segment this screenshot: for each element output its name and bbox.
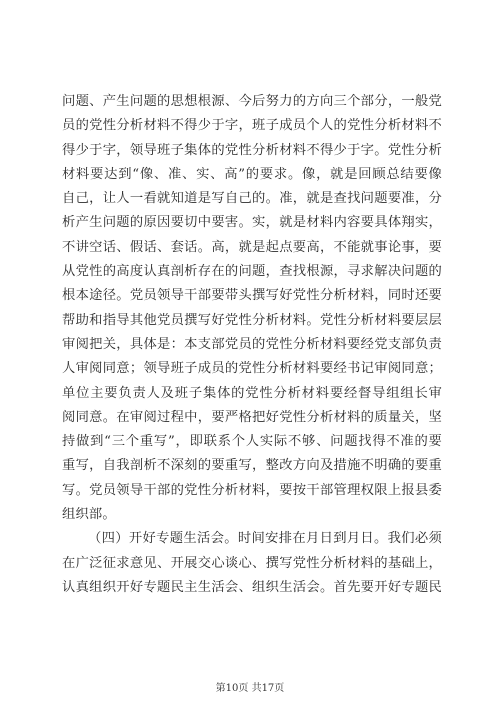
text-line: 组织部。 bbox=[62, 507, 116, 523]
text-line: 析产生问题的原因要切中要害。实，就是材料内容要具体翔实， bbox=[62, 215, 442, 231]
text-line: 认真组织开好专题民主生活会、组织生活会。首先要开好专题民 bbox=[62, 579, 442, 595]
text-line: 持做到“三个重写”，即联系个人实际不够、问题找得不准的要 bbox=[62, 434, 442, 450]
text-line: 重写，自我剖析不深刻的要重写，整改方向及措施不明确的要重 bbox=[62, 458, 442, 474]
text-line: 人审阅同意；领导班子成员的党性分析材料要经书记审阅同意； bbox=[62, 361, 442, 377]
text-line: 审阅把关，具体是：本支部党员的党性分析材料要经党支部负责 bbox=[62, 336, 442, 352]
body-text bbox=[62, 90, 442, 600]
text-line: 自己，让人一看就知道是写自己的。准，就是查找问题要准，分 bbox=[62, 191, 442, 207]
text-line: 从党性的高度认真剖析存在的问题，查找根源，寻求解决问题的 bbox=[62, 264, 442, 280]
text-line: 单位主要负责人及班子集体的党性分析材料要经督导组组长审 bbox=[62, 385, 442, 401]
text-line: 不讲空话、假话、套话。高，就是起点要高，不能就事论事，要 bbox=[62, 239, 442, 255]
text-line: 得少于字，领导班子集体的党性分析材料不得少于字。党性分析 bbox=[62, 142, 442, 158]
text-line: 问题、产生问题的思想根源、今后努力的方向三个部分，一般党 bbox=[62, 94, 442, 109]
text-line: 员的党性分析材料不得少于字，班子成员个人的党性分析材料不 bbox=[62, 118, 442, 134]
text-line: 材料要达到“像、准、实、高”的要求。像，就是回顾总结要像 bbox=[62, 166, 442, 182]
text-line: 在广泛征求意见、开展交心谈心、撰写党性分析材料的基础上， bbox=[62, 555, 442, 571]
text-line: 写。党员领导干部的党性分析材料，要按干部管理权限上报县委 bbox=[62, 482, 442, 498]
text-line: 帮助和指导其他党员撰写好党性分析材料。党性分析材料要层层 bbox=[62, 312, 442, 328]
page-footer bbox=[0, 679, 500, 694]
text-line: 根本途径。党员领导干部要带头撰写好党性分析材料，同时还要 bbox=[62, 288, 442, 304]
page-number-label: 第10页 共17页 bbox=[215, 683, 285, 694]
text-line: 阅同意。在审阅过程中，要严格把好党性分析材料的质量关，坚 bbox=[62, 409, 442, 425]
text-line: （四）开好专题生活会。时间安排在月日到月日。我们必须 bbox=[88, 531, 442, 547]
